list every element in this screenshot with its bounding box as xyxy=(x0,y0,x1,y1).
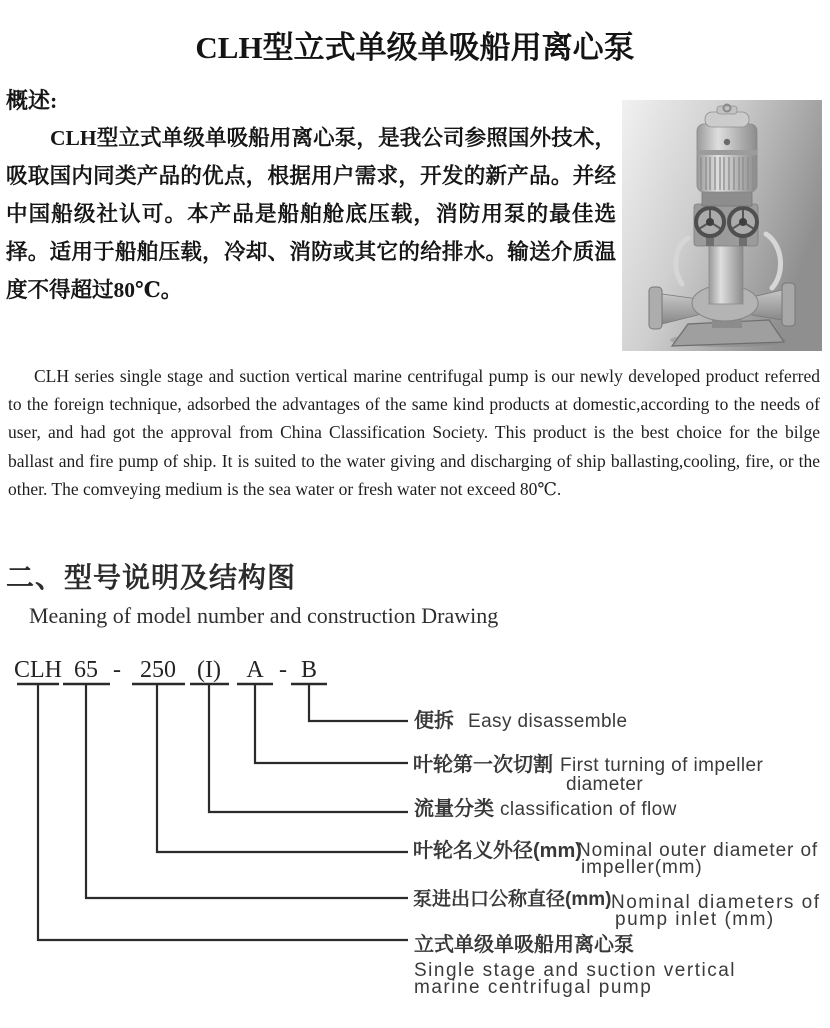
diagram-label-impeller-diameter xyxy=(413,838,818,878)
model-part-flow: (I) xyxy=(197,657,221,683)
label-en-line1: classification of flow xyxy=(500,799,677,820)
flange-right xyxy=(782,283,795,326)
diagram-label-inlet-diameter xyxy=(413,887,821,930)
model-part-easy: B xyxy=(300,657,318,683)
label-en-line2: marine centrifugal pump xyxy=(414,977,653,998)
section-heading-english: Meaning of model number and construction Drawing xyxy=(29,603,499,628)
label-cn: 叶轮名义外径(mm) xyxy=(413,840,582,862)
model-number-diagram xyxy=(0,645,830,1028)
model-dash-1: - xyxy=(113,657,121,683)
connector-lines xyxy=(38,684,408,940)
model-part-impeller: 250 xyxy=(140,657,176,683)
pump-photo-image xyxy=(622,100,822,351)
overview-paragraph-english: CLH series single stage and suction vertical marine centrifugal pump is our newly developed product referred to the foreign technique, adsorbed the advantages of the same kind products at domestic,according to the needs of user, and had got the approval from China Classification Society. This product is the best choice for the bilge ballast and fire pump of ship. It is suited to the water giving and discharging of ship ballasting,cooling, fire, or the other. The comveying medium is the sea water or fresh water not exceed 80℃. xyxy=(8,366,820,499)
label-cn: 便拆 xyxy=(414,710,454,732)
label-en-line1: Easy disassemble xyxy=(468,711,628,732)
label-en-line1: Nominal diameters of xyxy=(611,892,821,913)
overview-paragraph-chinese: CLH型立式单级单吸船用离心泵，是我公司参照国外技术，吸取国内同类产品的优点，根据用户需求，开发的新产品。并经中国船级社认可。本产品是船舶舱底压载，消防用泵的最佳选择。适用于船舶压载，冷却、消防或其它的给排水。输送介质温度不得超过80℃。 xyxy=(6,126,616,302)
label-en-line2: impeller(mm) xyxy=(581,857,703,878)
label-cn: 立式单级单吸船用离心泵 xyxy=(414,934,634,956)
diagram-label-easy-disassemble xyxy=(414,708,628,732)
label-cn: 流量分类 xyxy=(414,798,494,820)
model-part-inlet: 65 xyxy=(74,657,98,683)
label-en-line1: Nominal outer diameter of xyxy=(577,840,819,861)
model-number-row xyxy=(14,657,327,684)
label-cn: 叶轮第一次切割 xyxy=(413,754,553,776)
overview-heading: 概述: xyxy=(6,88,58,113)
label-en-line1: Single stage and suction vertical xyxy=(414,960,736,981)
label-cn: 泵进出口公称直径(mm) xyxy=(413,889,612,910)
section-heading-chinese: 二、型号说明及结构图 xyxy=(6,562,297,593)
pump-column xyxy=(709,242,743,304)
diagram-label-first-turning xyxy=(413,752,764,795)
label-en-line1: First turning of impeller xyxy=(560,755,764,776)
model-dash-2: - xyxy=(279,657,287,683)
diagram-label-pump-type xyxy=(414,932,736,998)
label-en-line2: diameter xyxy=(566,774,644,795)
model-part-series: CLH xyxy=(14,657,62,683)
page-title: CLH型立式单级单吸船用离心泵 xyxy=(195,30,635,65)
diagram-label-flow-classification xyxy=(414,796,677,820)
model-part-cut: A xyxy=(246,657,264,683)
flange-left xyxy=(649,287,662,329)
label-en-line2: pump inlet (mm) xyxy=(615,909,775,930)
